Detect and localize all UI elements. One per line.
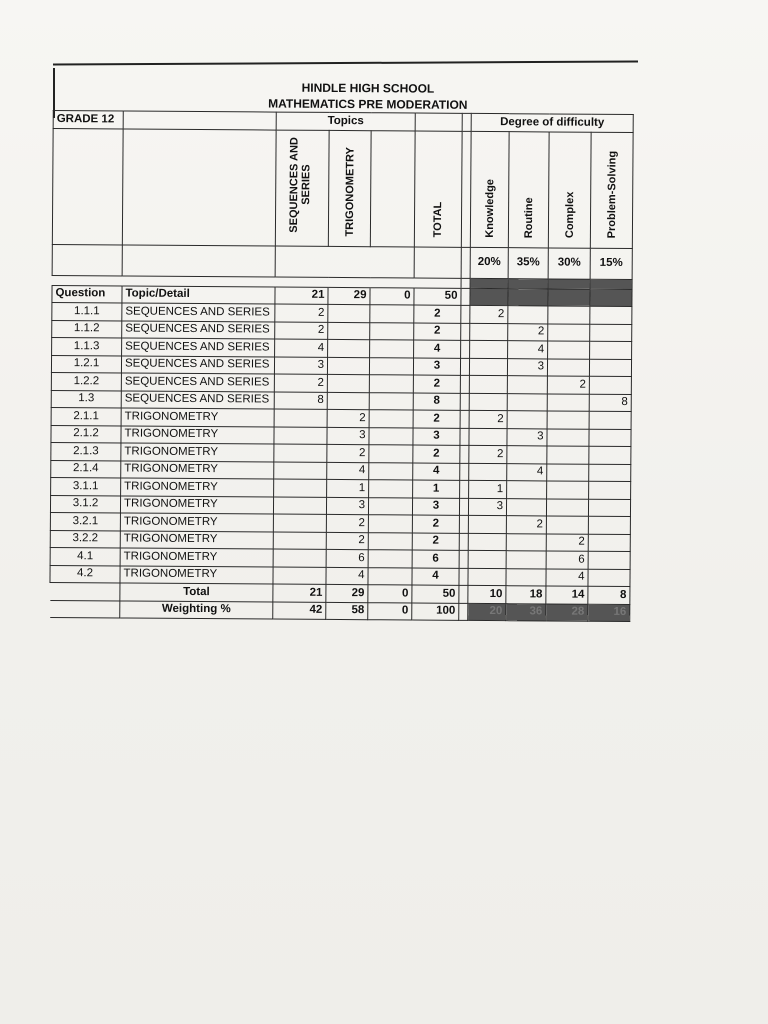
topic-detail: SEQUENCES AND SERIES [121, 355, 274, 374]
total-marks: 4 [414, 340, 461, 358]
total-marks: 3 [413, 428, 460, 446]
question-number: 2.1.1 [51, 407, 121, 425]
knowledge-marks [469, 463, 507, 481]
percentage-row [52, 244, 632, 279]
topic-detail: SEQUENCES AND SERIES [122, 320, 275, 339]
gap-cell [460, 358, 469, 376]
complex-marks [547, 411, 589, 429]
knowledge-marks [468, 550, 506, 568]
complex-marks [546, 498, 588, 516]
question-number: 1.1.1 [52, 302, 122, 320]
routine-marks [507, 481, 547, 499]
totals-seq: 21 [273, 584, 326, 602]
complex-marks: 2 [547, 376, 589, 394]
topic-detail: SEQUENCES AND SERIES [121, 373, 274, 392]
routine-marks: 2 [508, 323, 548, 341]
other-marks [369, 480, 413, 498]
problem-solving-marks [590, 306, 632, 324]
other-marks [370, 340, 414, 358]
seq-marks [274, 427, 327, 445]
topic-detail: SEQUENCES AND SERIES [122, 338, 275, 357]
complex-marks [547, 393, 589, 411]
trig-marks: 2 [326, 532, 368, 550]
routine-marks [507, 411, 547, 429]
seq-marks [273, 532, 326, 550]
trig-marks: 6 [326, 549, 368, 567]
routine-marks [507, 393, 547, 411]
topic-detail: TRIGONOMETRY [121, 443, 274, 462]
totals-total: 50 [412, 585, 459, 603]
school-name: HINDLE HIGH SCHOOL [301, 80, 435, 96]
topic-detail: TRIGONOMETRY [120, 565, 273, 584]
weighting-trig: 58 [326, 602, 368, 620]
problem-solving-marks [589, 446, 631, 464]
routine-marks [506, 533, 546, 551]
problem-solving-marks [588, 551, 630, 569]
trig-marks [328, 304, 370, 322]
weighting-seq: 42 [273, 602, 326, 620]
trig-marks: 2 [326, 514, 368, 532]
gap-cell [461, 305, 470, 323]
knowledge-marks [468, 515, 506, 533]
topics-label: Topics [276, 112, 415, 130]
other-marks [369, 375, 413, 393]
complex-marks [547, 446, 589, 464]
routine-marks: 3 [507, 358, 547, 376]
problem-solving-marks [588, 499, 630, 517]
moderation-table [49, 110, 634, 622]
other-marks [368, 497, 412, 515]
question-header: Question [52, 285, 122, 303]
gap-cell [459, 550, 468, 568]
other-marks [370, 305, 414, 323]
total-marks: 3 [412, 498, 459, 516]
weighting-other: 0 [368, 602, 412, 620]
trig-marks: 2 [327, 444, 369, 462]
total-marks: 2 [413, 410, 460, 428]
topic-detail: TRIGONOMETRY [121, 460, 274, 479]
gap-cell [459, 533, 468, 551]
knowledge-marks: 2 [469, 445, 507, 463]
complex-marks [547, 358, 589, 376]
other-marks [368, 550, 412, 568]
topic-detail: TRIGONOMETRY [120, 495, 273, 514]
problem-solving-marks [589, 376, 631, 394]
totals-knowledge: 10 [468, 585, 506, 603]
weighting-routine: 36 [506, 603, 546, 621]
complex-marks [548, 323, 590, 341]
weighting-row [50, 600, 630, 622]
knowledge-marks: 1 [469, 480, 507, 498]
problem-solving-marks: 8 [589, 394, 631, 412]
complex-marks [547, 481, 589, 499]
col-problem-solving-header: Problem-Solving [590, 132, 633, 248]
routine-marks [507, 446, 547, 464]
problem-solving-marks [590, 341, 632, 359]
trig-marks-total: 29 [328, 287, 370, 305]
complex-percent: 30% [548, 247, 590, 278]
trig-marks: 2 [327, 409, 369, 427]
column-heading-row [52, 128, 633, 248]
gap-cell [460, 410, 469, 428]
seq-marks [273, 497, 326, 515]
gap-cell [460, 463, 469, 481]
other-marks [369, 427, 413, 445]
total-marks: 1 [413, 480, 460, 498]
question-number: 4.2 [50, 565, 120, 583]
routine-marks [507, 376, 547, 394]
col-sequences-header: SEQUENCES AND SERIES [275, 130, 329, 246]
gap-cell [459, 515, 468, 533]
topic-detail: TRIGONOMETRY [121, 478, 274, 497]
weighting-label: Weighting % [120, 600, 273, 619]
topic-detail: TRIGONOMETRY [121, 408, 274, 427]
trig-marks: 1 [327, 479, 369, 497]
problem-solving-percent: 15% [590, 248, 632, 279]
topic-detail: TRIGONOMETRY [120, 530, 273, 549]
topic-detail: TRIGONOMETRY [120, 548, 273, 567]
trig-marks [327, 392, 369, 410]
gap-cell [459, 568, 468, 586]
knowledge-marks [468, 568, 506, 586]
other-marks [369, 392, 413, 410]
routine-marks [506, 498, 546, 516]
gap-cell [460, 480, 469, 498]
other-marks [370, 322, 414, 340]
knowledge-marks [470, 340, 508, 358]
seq-marks: 2 [275, 304, 328, 322]
gap-cell [461, 323, 470, 341]
col-total-header: TOTAL [414, 131, 462, 247]
totals-problem-solving: 8 [588, 586, 630, 604]
question-number: 1.1.2 [52, 320, 122, 338]
trig-marks: 4 [326, 567, 368, 585]
problem-solving-marks [589, 464, 631, 482]
routine-marks [506, 551, 546, 569]
trig-marks [327, 357, 369, 375]
gap-cell [460, 393, 469, 411]
knowledge-marks [469, 428, 507, 446]
gap-cell [461, 340, 470, 358]
question-number: 1.3 [51, 390, 121, 408]
seq-marks: 4 [275, 339, 328, 357]
knowledge-percent: 20% [470, 247, 508, 278]
knowledge-marks [468, 533, 506, 551]
topic-detail: TRIGONOMETRY [121, 425, 274, 444]
moderation-sheet [49, 78, 645, 622]
col-trigonometry-header: TRIGONOMETRY [328, 130, 371, 246]
grand-marks-total: 50 [414, 288, 461, 306]
question-number: 3.2.2 [50, 530, 120, 548]
routine-marks: 3 [507, 428, 547, 446]
complex-marks: 4 [546, 568, 588, 586]
trig-marks [327, 374, 369, 392]
question-number: 2.1.2 [51, 425, 121, 443]
gap-cell [460, 445, 469, 463]
seq-marks [273, 514, 326, 532]
other-marks [368, 567, 412, 585]
knowledge-marks: 3 [468, 498, 506, 516]
question-rows [50, 302, 632, 586]
weighting-knowledge: 20 [468, 603, 506, 621]
total-marks: 2 [413, 445, 460, 463]
total-marks: 2 [413, 375, 460, 393]
total-marks: 2 [412, 515, 459, 533]
total-marks: 6 [412, 550, 459, 568]
gap-cell [459, 498, 468, 516]
totals-routine: 18 [506, 586, 546, 604]
question-number: 1.1.3 [52, 337, 122, 355]
question-number: 2.1.3 [51, 442, 121, 460]
seq-marks: 8 [274, 392, 327, 410]
problem-solving-marks [589, 411, 631, 429]
trig-marks: 4 [327, 462, 369, 480]
complex-marks [547, 428, 589, 446]
col-routine-header: Routine [508, 131, 549, 247]
topic-header: Topic/Detail [122, 285, 275, 304]
knowledge-marks [470, 323, 508, 341]
topic-detail: SEQUENCES AND SERIES [121, 390, 274, 409]
routine-marks [506, 568, 546, 586]
seq-marks: 3 [274, 357, 327, 375]
question-number: 3.1.1 [51, 477, 121, 495]
topic-detail: SEQUENCES AND SERIES [122, 303, 275, 322]
complex-marks [546, 516, 588, 534]
complex-marks [547, 463, 589, 481]
weighting-total: 100 [412, 603, 459, 621]
seq-marks [273, 549, 326, 567]
question-number: 3.2.1 [50, 512, 120, 530]
seq-marks [274, 444, 327, 462]
col-complex-header: Complex [548, 131, 591, 247]
other-marks [368, 515, 412, 533]
seq-marks: 2 [274, 374, 327, 392]
question-number: 3.1.2 [50, 495, 120, 513]
question-number: 2.1.4 [51, 460, 121, 478]
trig-marks [328, 339, 370, 357]
other-marks [369, 410, 413, 428]
problem-solving-marks [589, 429, 631, 447]
totals-label: Total [120, 583, 273, 602]
total-marks: 8 [413, 393, 460, 411]
other-marks [368, 532, 412, 550]
problem-solving-marks [589, 481, 631, 499]
seq-marks [274, 409, 327, 427]
routine-marks [508, 306, 548, 324]
other-marks [369, 462, 413, 480]
total-marks: 4 [412, 568, 459, 586]
trig-marks [328, 322, 370, 340]
problem-solving-marks [588, 569, 630, 587]
topic-detail: TRIGONOMETRY [120, 513, 273, 532]
routine-marks: 2 [506, 516, 546, 534]
gap-cell [460, 428, 469, 446]
totals-other: 0 [368, 585, 412, 603]
gap-cell [460, 375, 469, 393]
seq-marks: 2 [275, 322, 328, 340]
weighting-complex: 28 [546, 603, 588, 621]
difficulty-label: Degree of difficulty [471, 113, 633, 132]
knowledge-marks: 2 [470, 305, 508, 323]
knowledge-marks [469, 375, 507, 393]
other-marks [369, 357, 413, 375]
question-number: 1.2.1 [51, 355, 121, 373]
totals-trig: 29 [326, 584, 368, 602]
trig-marks: 3 [327, 427, 369, 445]
problem-solving-marks [589, 359, 631, 377]
seq-marks [273, 567, 326, 585]
knowledge-marks [469, 358, 507, 376]
weighting-problem-solving: 16 [588, 604, 630, 622]
seq-marks-total: 21 [275, 287, 328, 305]
total-marks: 3 [413, 358, 460, 376]
problem-solving-marks [590, 324, 632, 342]
question-number: 1.2.2 [51, 372, 121, 390]
knowledge-marks: 2 [469, 410, 507, 428]
totals-complex: 14 [546, 586, 588, 604]
document-subtitle: MATHEMATICS PRE MODERATION [268, 96, 468, 112]
other-marks [369, 445, 413, 463]
complex-marks: 6 [546, 551, 588, 569]
routine-marks: 4 [507, 463, 547, 481]
total-marks: 2 [412, 533, 459, 551]
col-knowledge-header: Knowledge [470, 131, 509, 247]
knowledge-marks [469, 393, 507, 411]
total-marks: 2 [414, 305, 461, 323]
problem-solving-marks [588, 516, 630, 534]
seq-marks [274, 462, 327, 480]
problem-solving-marks [588, 534, 630, 552]
total-marks: 2 [414, 323, 461, 341]
trig-marks: 3 [326, 497, 368, 515]
total-marks: 4 [413, 463, 460, 481]
grade-label: GRADE 12 [53, 111, 123, 129]
other-marks-total: 0 [370, 287, 414, 305]
routine-percent: 35% [508, 247, 548, 278]
complex-marks [548, 341, 590, 359]
complex-marks: 2 [546, 533, 588, 551]
routine-marks: 4 [508, 341, 548, 359]
seq-marks [274, 479, 327, 497]
complex-marks [548, 306, 590, 324]
question-number: 4.1 [50, 547, 120, 565]
